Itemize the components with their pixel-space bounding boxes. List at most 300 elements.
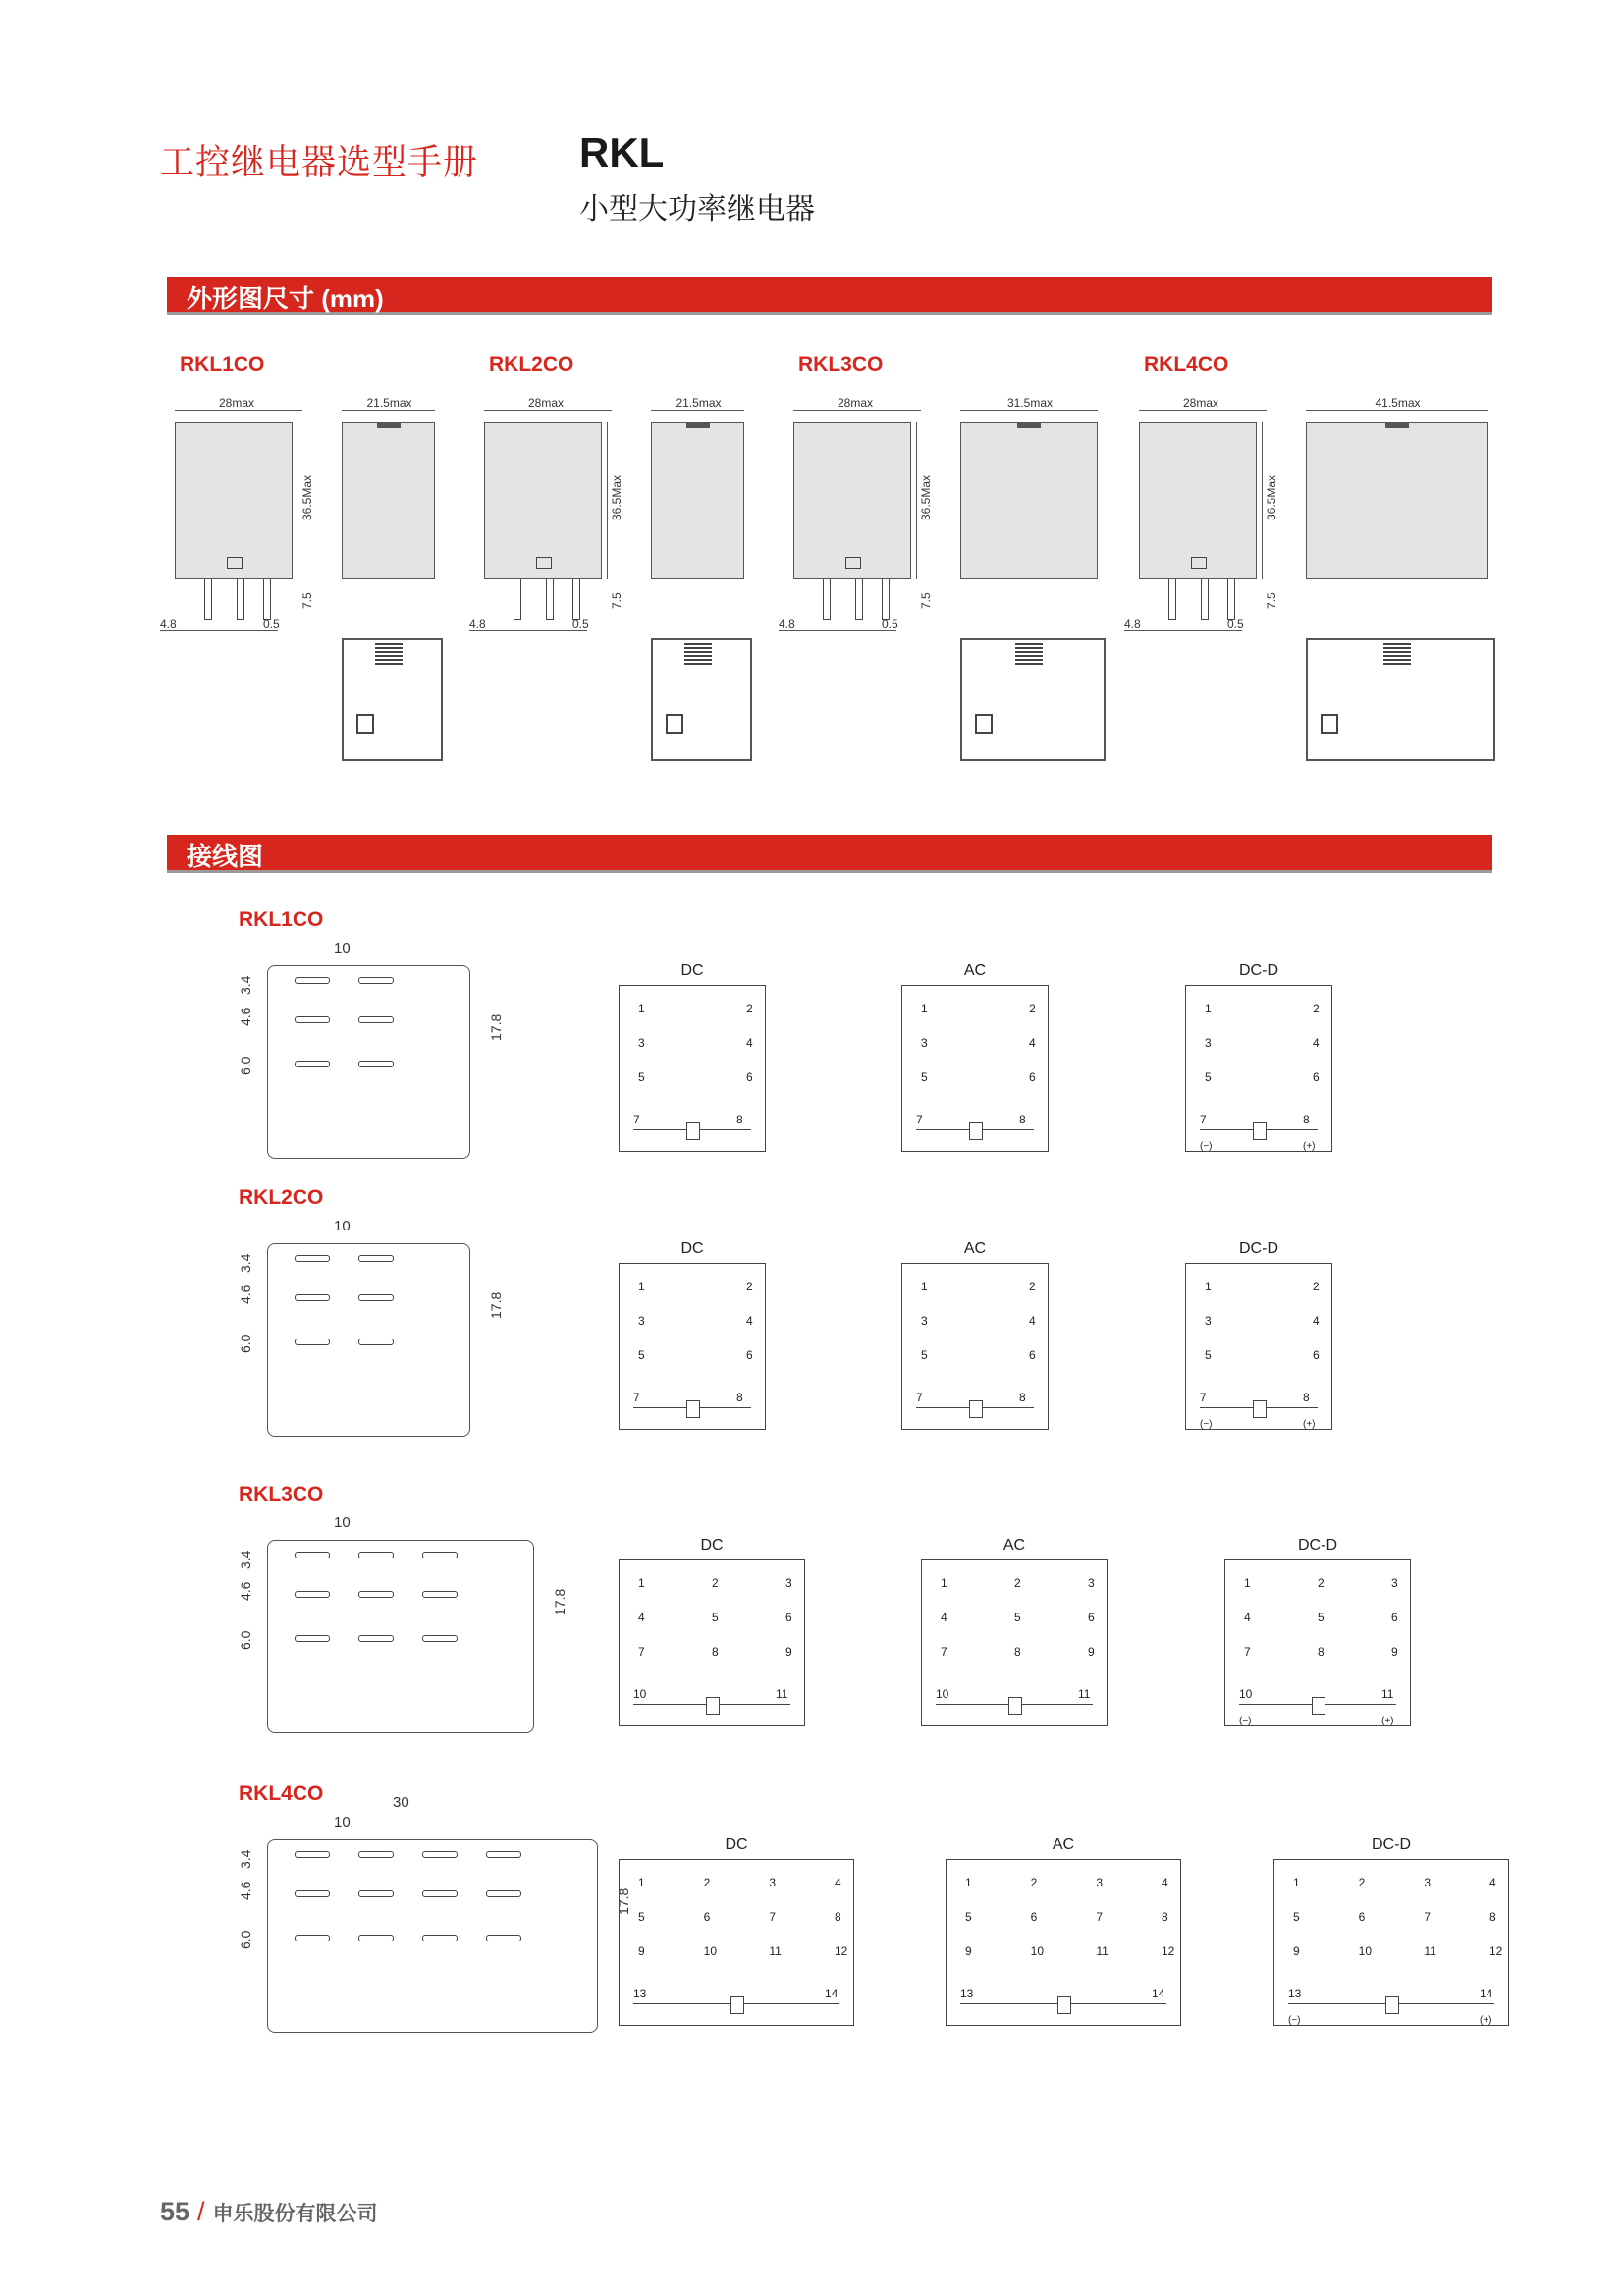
coil-icon [686, 1400, 700, 1418]
coil-icon [969, 1400, 983, 1418]
pin-slot-icon [422, 1890, 458, 1897]
dim-line [651, 410, 744, 411]
terminal-number: 4 [638, 1611, 645, 1624]
terminal-number: 5 [712, 1611, 719, 1624]
terminal-number: 4 [746, 1036, 753, 1050]
terminal-number: 4 [1489, 1876, 1496, 1889]
circuit-type-label: DC-D [1239, 1240, 1278, 1257]
latch-icon [1191, 557, 1207, 569]
terminal-number: 5 [638, 1910, 645, 1924]
dim-line [793, 410, 921, 411]
coil-terminal-number: 8 [736, 1391, 743, 1404]
height-label: 17.8 [616, 1887, 631, 1915]
terminal-number: 2 [703, 1876, 711, 1889]
coil-terminal-number: 13 [1288, 1987, 1302, 2000]
dim-height-label: 36.5Max [919, 474, 933, 520]
pin-icon [237, 579, 244, 620]
terminal-number: 5 [921, 1348, 928, 1362]
dim-height-label: 36.5Max [610, 474, 623, 520]
dim-pin-thickness: 0.5 [263, 617, 280, 630]
terminal-number: 4 [1162, 1876, 1168, 1889]
circuit-type-label: DC [680, 962, 704, 979]
top-tab-icon [1385, 422, 1409, 428]
terminal-number: 2 [1358, 1876, 1366, 1889]
height-label: 17.8 [552, 1588, 568, 1615]
coil-terminal-number: 11 [1078, 1687, 1091, 1701]
pin-slot-icon [295, 1851, 330, 1858]
section-title-dimensions: 外形图尺寸 (mm) [187, 284, 384, 313]
dim-line [779, 630, 896, 631]
pin-icon [572, 579, 580, 620]
terminal-number: 2 [1014, 1576, 1021, 1590]
terminal-number: 5 [1014, 1611, 1021, 1624]
row-spacing-label: 3.4 [238, 1253, 253, 1273]
terminal-number: 4 [1313, 1036, 1320, 1050]
circuit-type-label: DC [700, 1537, 724, 1554]
latch-icon [227, 557, 243, 569]
pin-slot-icon [358, 1635, 394, 1642]
socket-key-icon [356, 714, 374, 734]
dim-depth-label: 41.5max [1375, 396, 1421, 410]
coil-terminal-number: 7 [633, 1113, 640, 1126]
terminal-number: 8 [1489, 1910, 1496, 1924]
dim-pin-width: 4.8 [469, 617, 486, 630]
dim-line [960, 410, 1098, 411]
span-label: 30 [393, 1794, 409, 1811]
row-spacing-label: 4.6 [238, 1007, 253, 1026]
pin-icon [263, 579, 271, 620]
pin-icon [546, 579, 554, 620]
coil-terminal-number: 8 [1303, 1113, 1310, 1126]
terminal-number: 5 [638, 1070, 645, 1084]
polarity-label: (−) [1200, 1419, 1213, 1430]
pin-slot-icon [358, 1294, 394, 1301]
coil-icon [1385, 1996, 1399, 2014]
pin-slot-icon [295, 977, 330, 984]
circuit-type-label: AC [1052, 1836, 1075, 1853]
terminal-number: 1 [921, 1280, 928, 1293]
coil-terminal-number: 10 [1239, 1687, 1253, 1701]
terminal-number: 6 [785, 1611, 792, 1624]
coil-terminal-number: 8 [1019, 1391, 1026, 1404]
coil-terminal-number: 8 [1303, 1391, 1310, 1404]
dim-line [1139, 410, 1267, 411]
terminal-number: 1 [941, 1576, 947, 1590]
terminal-number: 4 [835, 1876, 841, 1889]
terminal-number: 1 [921, 1002, 928, 1015]
dim-depth-label: 31.5max [1007, 396, 1054, 410]
vent-icon [684, 643, 712, 667]
pin-slot-icon [486, 1935, 521, 1941]
socket-key-icon [975, 714, 993, 734]
terminal-number: 6 [703, 1910, 711, 1924]
height-label: 17.8 [488, 1291, 504, 1319]
footer-divider: / [197, 2197, 205, 2226]
dim-line [607, 422, 608, 579]
terminal-number: 5 [638, 1348, 645, 1362]
dim-pin-length: 7.5 [300, 592, 314, 609]
wiring-model-label: RKL2CO [239, 1186, 324, 1209]
terminal-number: 2 [1318, 1576, 1325, 1590]
terminal-number: 4 [1313, 1314, 1320, 1328]
terminal-number: 1 [638, 1576, 645, 1590]
dim-line [484, 410, 612, 411]
polarity-label: (−) [1200, 1141, 1213, 1152]
terminal-number: 7 [941, 1645, 947, 1659]
pin-slot-icon [486, 1851, 521, 1858]
terminal-number: 9 [638, 1944, 645, 1958]
terminal-number: 9 [785, 1645, 792, 1659]
coil-icon [730, 1996, 744, 2014]
pin-slot-icon [358, 1339, 394, 1345]
terminal-number: 7 [1244, 1645, 1251, 1659]
circuit-type-label: AC [963, 1240, 987, 1257]
terminal-number: 4 [1029, 1314, 1036, 1328]
terminal-number: 6 [1391, 1611, 1398, 1624]
dim-line [160, 630, 278, 631]
pitch-label: 10 [334, 1814, 351, 1831]
relay-side-view [1306, 422, 1488, 579]
row-spacing-label: 4.6 [238, 1881, 253, 1900]
coil-icon [1253, 1122, 1267, 1140]
coil-icon [1057, 1996, 1071, 2014]
coil-terminal-number: 14 [825, 1987, 839, 2000]
terminal-number: 8 [712, 1645, 719, 1659]
polarity-label: (+) [1303, 1419, 1316, 1430]
pin-slot-icon [358, 1016, 394, 1023]
circuit-type-label: DC-D [1239, 962, 1278, 979]
terminal-number: 6 [1358, 1910, 1366, 1924]
polarity-label: (+) [1303, 1141, 1316, 1152]
dim-model-label: RKL3CO [798, 354, 884, 376]
dim-line [1262, 422, 1263, 579]
pin-slot-icon [295, 1255, 330, 1262]
dim-pin-width: 4.8 [779, 617, 795, 630]
terminal-number: 6 [1088, 1611, 1095, 1624]
pin-icon [1227, 579, 1235, 620]
row-spacing-label: 4.6 [238, 1285, 253, 1304]
row-spacing-label: 3.4 [238, 1550, 253, 1569]
relay-front-view [1139, 422, 1257, 579]
terminal-number: 1 [965, 1876, 972, 1889]
circuit-type-label: AC [963, 962, 987, 979]
terminal-number: 2 [1313, 1002, 1320, 1015]
terminal-number: 2 [1313, 1280, 1320, 1293]
dim-model-label: RKL2CO [489, 354, 574, 376]
polarity-label: (+) [1480, 2015, 1492, 2026]
dim-line [916, 422, 917, 579]
terminal-number: 9 [965, 1944, 972, 1958]
coil-terminal-number: 14 [1480, 1987, 1493, 2000]
wiring-model-label: RKL4CO [239, 1782, 324, 1805]
terminal-number: 5 [965, 1910, 972, 1924]
terminal-number: 3 [769, 1876, 777, 1889]
terminal-number: 8 [1162, 1910, 1168, 1924]
dim-pin-length: 7.5 [919, 592, 933, 609]
dim-height-label: 36.5Max [1265, 474, 1278, 520]
section-title-wiring: 接线图 [187, 842, 264, 871]
pin-slot-icon [358, 1851, 394, 1858]
coil-icon [1253, 1400, 1267, 1418]
relay-side-view [960, 422, 1098, 579]
terminal-number: 2 [746, 1280, 753, 1293]
terminal-number: 9 [1088, 1645, 1095, 1659]
terminal-number: 3 [1088, 1576, 1095, 1590]
dim-line [1306, 410, 1488, 411]
row-spacing-label: 3.4 [238, 975, 253, 995]
socket-key-icon [1321, 714, 1338, 734]
row-spacing-label: 6.0 [238, 1334, 253, 1353]
terminal-number: 3 [1205, 1036, 1212, 1050]
latch-icon [536, 557, 552, 569]
relay-front-view [175, 422, 293, 579]
terminal-number: 1 [638, 1876, 645, 1889]
terminal-number: 7 [1424, 1910, 1432, 1924]
circuit-type-label: AC [1002, 1537, 1026, 1554]
row-spacing-label: 6.0 [238, 1056, 253, 1075]
vent-icon [375, 643, 403, 667]
terminal-number: 12 [1162, 1944, 1175, 1958]
dim-width-label: 28max [1183, 396, 1219, 410]
pin-slot-icon [358, 1591, 394, 1598]
terminal-number: 3 [921, 1314, 928, 1328]
pin-slot-icon [358, 1552, 394, 1558]
coil-terminal-number: 8 [736, 1113, 743, 1126]
terminal-number: 7 [769, 1910, 777, 1924]
coil-terminal-number: 13 [633, 1987, 647, 2000]
top-tab-icon [686, 422, 710, 428]
wiring-model-label: RKL1CO [239, 908, 324, 931]
dim-model-label: RKL1CO [180, 354, 265, 376]
terminal-number: 5 [921, 1070, 928, 1084]
coil-terminal-number: 13 [960, 1987, 974, 2000]
terminal-number: 6 [1030, 1910, 1038, 1924]
coil-terminal-number: 7 [1200, 1391, 1207, 1404]
coil-icon [1008, 1697, 1022, 1715]
terminal-number: 11 [1424, 1944, 1436, 1958]
terminal-number: 3 [1424, 1876, 1432, 1889]
pin-slot-icon [358, 1061, 394, 1067]
pin-slot-icon [295, 1339, 330, 1345]
model-title: RKL [579, 130, 665, 176]
pin-icon [1168, 579, 1176, 620]
coil-terminal-number: 7 [916, 1113, 923, 1126]
terminal-number: 6 [1313, 1348, 1320, 1362]
terminal-number: 10 [1030, 1944, 1045, 1958]
coil-icon [1312, 1697, 1325, 1715]
terminal-number: 10 [1358, 1944, 1373, 1958]
pin-slot-icon [295, 1935, 330, 1941]
coil-icon [686, 1122, 700, 1140]
terminal-number: 6 [746, 1348, 753, 1362]
pin-slot-icon [358, 1255, 394, 1262]
pin-slot-icon [422, 1935, 458, 1941]
row-spacing-label: 3.4 [238, 1849, 253, 1869]
dim-pin-width: 4.8 [160, 617, 177, 630]
pin-icon [823, 579, 831, 620]
terminal-number: 4 [746, 1314, 753, 1328]
vent-icon [1383, 643, 1411, 667]
terminal-number: 1 [1205, 1002, 1212, 1015]
company-name: 申乐股份有限公司 [212, 2203, 378, 2225]
terminal-number: 6 [1029, 1348, 1036, 1362]
terminal-number: 6 [1029, 1070, 1036, 1084]
dim-pin-length: 7.5 [1265, 592, 1278, 609]
brand-title: 工控继电器选型手册 [160, 143, 479, 182]
coil-terminal-number: 10 [936, 1687, 949, 1701]
pin-slot-icon [295, 1061, 330, 1067]
coil-icon [706, 1697, 720, 1715]
terminal-number: 1 [1293, 1876, 1300, 1889]
terminal-number: 11 [1096, 1944, 1109, 1958]
terminal-number: 2 [746, 1002, 753, 1015]
terminal-number: 8 [1014, 1645, 1021, 1659]
terminal-number: 6 [1313, 1070, 1320, 1084]
model-subtitle: 小型大功率继电器 [579, 193, 815, 226]
pin-icon [855, 579, 863, 620]
terminal-number: 6 [746, 1070, 753, 1084]
dim-pin-length: 7.5 [610, 592, 623, 609]
dim-width-label: 28max [528, 396, 565, 410]
terminal-number: 5 [1318, 1611, 1325, 1624]
circuit-type-label: DC-D [1372, 1836, 1411, 1853]
terminal-number: 5 [1293, 1910, 1300, 1924]
coil-terminal-number: 7 [633, 1391, 640, 1404]
pin-slot-icon [295, 1591, 330, 1598]
pin-slot-icon [358, 1935, 394, 1941]
footer [160, 2197, 378, 2227]
polarity-label: (−) [1288, 2015, 1301, 2026]
circuit-type-label: DC [680, 1240, 704, 1257]
pin-icon [514, 579, 521, 620]
terminal-number: 1 [638, 1002, 645, 1015]
coil-terminal-number: 11 [1381, 1687, 1394, 1701]
relay-side-view [342, 422, 435, 579]
pin-slot-icon [295, 1890, 330, 1897]
dim-height-label: 36.5Max [300, 474, 314, 520]
section-bar-dimensions [167, 277, 1492, 315]
dim-line [469, 630, 587, 631]
terminal-number: 3 [1205, 1314, 1212, 1328]
terminal-number: 7 [1096, 1910, 1104, 1924]
terminal-number: 1 [1244, 1576, 1251, 1590]
terminal-number: 2 [1029, 1280, 1036, 1293]
coil-terminal-number: 11 [776, 1687, 788, 1701]
terminal-number: 4 [1244, 1611, 1251, 1624]
coil-terminal-number: 8 [1019, 1113, 1026, 1126]
dim-width-label: 28max [219, 396, 255, 410]
pin-slot-icon [422, 1552, 458, 1558]
dim-depth-label: 21.5max [676, 396, 722, 410]
terminal-number: 2 [1030, 1876, 1038, 1889]
terminal-number: 2 [712, 1576, 719, 1590]
terminal-number: 3 [638, 1036, 645, 1050]
pin-slot-icon [422, 1591, 458, 1598]
pin-icon [882, 579, 890, 620]
terminal-number: 9 [1293, 1944, 1300, 1958]
terminal-number: 12 [1489, 1944, 1503, 1958]
terminal-number: 9 [1391, 1645, 1398, 1659]
pin-slot-icon [486, 1890, 521, 1897]
pin-slot-icon [295, 1294, 330, 1301]
pin-slot-icon [422, 1851, 458, 1858]
dim-pin-thickness: 0.5 [1227, 617, 1244, 630]
pin-slot-icon [422, 1635, 458, 1642]
circuit-type-label: DC-D [1298, 1537, 1337, 1554]
page-number: 55 [160, 2197, 190, 2226]
height-label: 17.8 [488, 1013, 504, 1041]
dim-depth-label: 21.5max [366, 396, 412, 410]
pin-slot-icon [295, 1016, 330, 1023]
terminal-number: 8 [835, 1910, 841, 1924]
coil-terminal-number: 14 [1152, 1987, 1165, 2000]
top-tab-icon [377, 422, 401, 428]
terminal-number: 3 [1096, 1876, 1104, 1889]
dim-line [1124, 630, 1242, 631]
terminal-number: 11 [769, 1944, 782, 1958]
socket-key-icon [666, 714, 683, 734]
wiring-model-label: RKL3CO [239, 1483, 324, 1505]
dim-pin-thickness: 0.5 [572, 617, 589, 630]
row-spacing-label: 6.0 [238, 1630, 253, 1650]
terminal-number: 1 [1205, 1280, 1212, 1293]
dim-line [342, 410, 435, 411]
relay-front-view [484, 422, 602, 579]
terminal-number: 5 [1205, 1348, 1212, 1362]
dim-line [175, 410, 302, 411]
polarity-label: (−) [1239, 1716, 1252, 1726]
row-spacing-label: 6.0 [238, 1930, 253, 1949]
terminal-number: 1 [638, 1280, 645, 1293]
terminal-number: 12 [835, 1944, 848, 1958]
terminal-number: 8 [1318, 1645, 1325, 1659]
terminal-number: 4 [941, 1611, 947, 1624]
coil-terminal-number: 10 [633, 1687, 647, 1701]
dim-pin-width: 4.8 [1124, 617, 1141, 630]
dim-model-label: RKL4CO [1144, 354, 1229, 376]
dim-width-label: 28max [838, 396, 874, 410]
pin-slot-icon [295, 1635, 330, 1642]
pin-icon [204, 579, 212, 620]
pin-icon [1201, 579, 1209, 620]
terminal-number: 3 [1391, 1576, 1398, 1590]
pitch-label: 10 [334, 1218, 351, 1234]
circuit-type-label: DC [725, 1836, 748, 1853]
terminal-number: 5 [1205, 1070, 1212, 1084]
pin-slot-icon [358, 1890, 394, 1897]
section-bar-wiring [167, 835, 1492, 873]
pitch-label: 10 [334, 1514, 351, 1531]
pin-slot-icon [358, 977, 394, 984]
relay-side-view [651, 422, 744, 579]
coil-icon [969, 1122, 983, 1140]
pitch-label: 10 [334, 940, 351, 957]
terminal-number: 10 [703, 1944, 718, 1958]
coil-terminal-number: 7 [1200, 1113, 1207, 1126]
terminal-number: 7 [638, 1645, 645, 1659]
row-spacing-label: 4.6 [238, 1581, 253, 1601]
terminal-number: 3 [638, 1314, 645, 1328]
latch-icon [845, 557, 861, 569]
terminal-number: 4 [1029, 1036, 1036, 1050]
terminal-number: 2 [1029, 1002, 1036, 1015]
polarity-label: (+) [1381, 1716, 1394, 1726]
top-tab-icon [1017, 422, 1041, 428]
coil-terminal-number: 7 [916, 1391, 923, 1404]
relay-front-view [793, 422, 911, 579]
pin-slot-icon [295, 1552, 330, 1558]
terminal-number: 3 [785, 1576, 792, 1590]
